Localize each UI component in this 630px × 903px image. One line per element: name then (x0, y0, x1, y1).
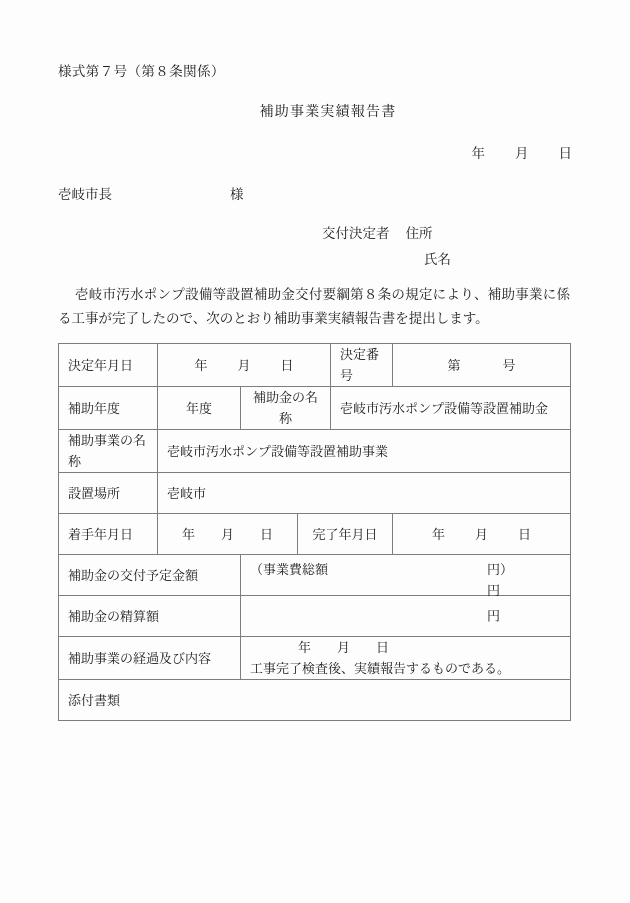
settled-amount-label: 補助金の精算額 (59, 596, 241, 637)
progress-date-year: 年 (298, 640, 312, 655)
end-date-year: 年 (431, 526, 445, 542)
start-date-day: 日 (260, 526, 274, 542)
progress-date (250, 637, 561, 658)
table-row-settled-amount (59, 596, 571, 637)
start-date-month: 月 (220, 526, 234, 542)
date-year-label: 年 (471, 146, 485, 161)
decision-number-label: 決定番号 (331, 344, 393, 387)
document-title: 補助事業実績報告書 (259, 105, 397, 120)
planned-amount-yen: 円 (487, 583, 501, 598)
date-month-label: 月 (515, 146, 529, 161)
planned-amount-label: 補助金の交付予定金額 (59, 555, 241, 596)
end-date-label: 完了年月日 (298, 514, 393, 555)
progress-value (241, 637, 571, 680)
total-cost-yen: 円） (487, 562, 514, 577)
start-date-year: 年 (181, 526, 195, 542)
table-row-location (59, 473, 571, 514)
attachments-label: 添付書類 (68, 692, 121, 708)
addressee-honorific: 様 (230, 187, 244, 202)
subsidy-year-value: 年度 (158, 387, 241, 430)
signer-row-address (322, 221, 451, 247)
subsidy-year-label: 補助年度 (59, 387, 158, 430)
signer-role-label: 交付決定者 (322, 226, 390, 241)
project-name-value: 壱岐市汚水ポンプ設備等設置補助事業 (158, 430, 571, 473)
decision-date-year: 年 (194, 357, 208, 373)
end-date-day: 日 (518, 526, 532, 542)
table-row-project-name (59, 430, 571, 473)
form-number: 様式第７号（第８条関係） (58, 64, 225, 79)
progress-date-day: 日 (376, 640, 390, 655)
settled-amount-value (241, 596, 571, 637)
table-row-progress (59, 637, 571, 680)
location-value: 壱岐市 (158, 473, 571, 514)
location-label: 設置場所 (59, 473, 158, 514)
table-row-start-date (59, 514, 571, 555)
decision-date-day: 日 (280, 357, 294, 373)
signer-row-name (322, 247, 451, 273)
decision-date-month: 月 (237, 357, 251, 373)
table-row-attachments (59, 680, 571, 721)
table-row-subsidy-year (59, 387, 571, 430)
signer-address-label: 住所 (405, 226, 433, 241)
subsidy-name-value: 壱岐市汚水ポンプ設備等設置補助金 (331, 387, 571, 430)
settled-amount-yen: 円 (487, 608, 501, 624)
end-date-value (393, 514, 571, 555)
decision-number-value (393, 344, 571, 387)
start-date-label: 着手年月日 (59, 514, 158, 555)
signer-name-label: 氏名 (424, 252, 451, 267)
subsidy-name-label: 補助金の名称 (241, 387, 331, 430)
total-cost-label: （事業費総額 (250, 562, 329, 577)
end-date-month: 月 (475, 526, 489, 542)
document-date-line (472, 142, 573, 162)
report-table (58, 343, 571, 721)
addressee-name: 壱岐市長 (58, 187, 112, 202)
planned-amount-value (241, 555, 571, 596)
progress-date-month: 月 (337, 640, 351, 655)
attachments-cell (59, 680, 571, 721)
date-day-label: 日 (558, 146, 572, 161)
project-name-label: 補助事業の名称 (59, 430, 158, 473)
body-paragraph: 壱岐市汚水ポンプ設備等設置補助金交付要綱第８条の規定により、補助事業に係る工事が完了したので、次のとおり補助事業実績報告書を提出します。 (58, 287, 570, 326)
decision-date-value (158, 344, 331, 387)
start-date-value (158, 514, 298, 555)
decision-number-suffix: 号 (502, 357, 516, 373)
decision-number-prefix: 第 (447, 357, 461, 373)
progress-description: 工事完了検査後、実績報告するものである。 (250, 661, 511, 676)
decision-date-label: 決定年月日 (59, 344, 158, 387)
table-row-decision-date (59, 344, 571, 387)
table-row-planned-amount (59, 555, 571, 596)
addressee (58, 183, 244, 203)
signer-block (322, 221, 451, 273)
progress-label: 補助事業の経過及び内容 (59, 637, 241, 680)
